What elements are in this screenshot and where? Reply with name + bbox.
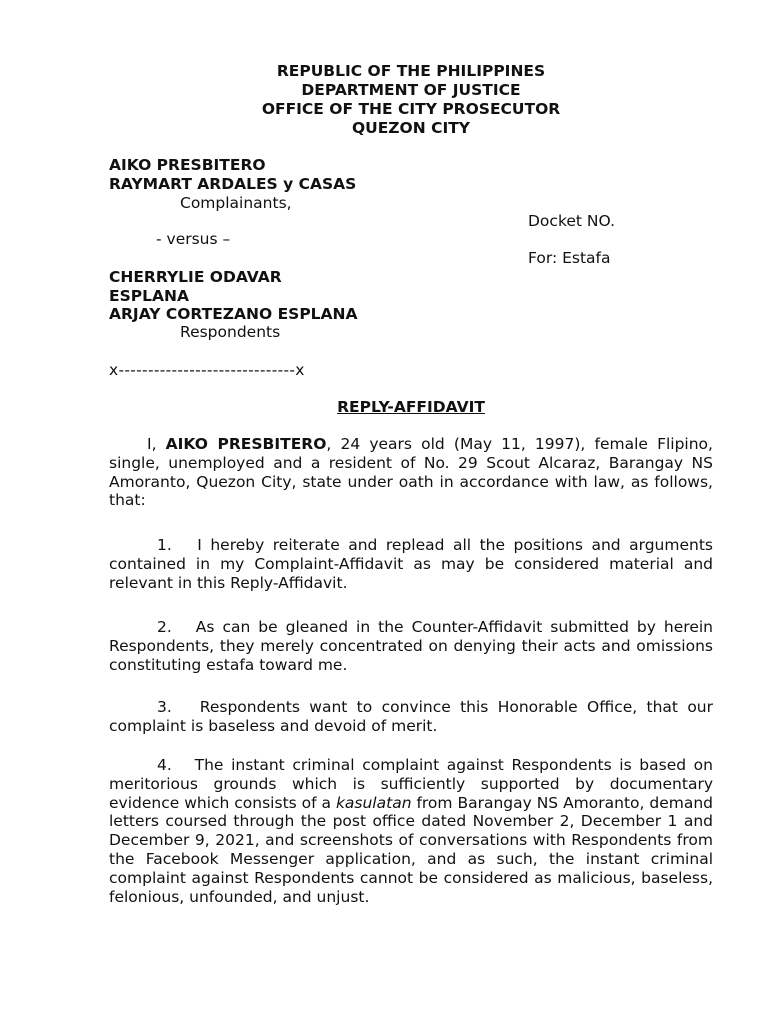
respondents-label: Respondents: [180, 323, 281, 341]
respondent-name-2: ARJAY CORTEZANO ESPLANA: [109, 305, 358, 323]
complainants-label: Complainants,: [180, 194, 292, 212]
docket-label: Docket NO.: [528, 212, 615, 230]
complainant-name-1: AIKO PRESBITERO: [109, 156, 266, 174]
paragraph-4-text-b: from Barangay NS Amoranto, demand letters coursed through the post office dated November 2, December 1 and December 9, 2021, and screenshots of conversations with Respondents from the Facebook Messenger application, and as such, the instant criminal complaint against Respondents cannot be considered as malicious, baseless, felonious, unfounded, and unjust.: [109, 793, 713, 906]
caption-separator: x------------------------------x: [109, 361, 305, 379]
paragraph-2: 2. As can be gleaned in the Counter-Affidavit submitted by herein Respondents, they merely concentrated on denying their acts and omissions constituting estafa toward me.: [109, 618, 713, 674]
versus-label: - versus –: [156, 230, 231, 248]
document-title: REPLY-AFFIDAVIT: [337, 398, 485, 416]
header-office: OFFICE OF THE CITY PROSECUTOR: [261, 100, 561, 118]
header-city: QUEZON CITY: [351, 119, 471, 137]
intro-paragraph: [109, 435, 713, 510]
header-republic: REPUBLIC OF THE PHILIPPINES: [276, 62, 546, 80]
intro-prefix: I,: [147, 435, 166, 453]
respondent-name-1a: CHERRYLIE ODAVAR: [109, 268, 282, 286]
intro-text: , 24 years old (May 11, 1997), female Flipino, single, unemployed and a resident of No. 29 Scout Alcaraz, Barangay NS Amoranto, Quezon City, state under oath in accordance with law, as follows, that:: [109, 435, 713, 510]
for-label: For: Estafa: [528, 249, 611, 267]
paragraph-4-text-a: 4. The instant criminal complaint against Respondents is based on meritorious grounds which is sufficiently supported by documentary evidence which consists of a: [109, 756, 713, 812]
complainant-name-2: RAYMART ARDALES y CASAS: [109, 175, 357, 193]
kasulatan-term: kasulatan: [335, 793, 412, 812]
paragraph-3: 3. Respondents want to convince this Honorable Office, that our complaint is baseless and devoid of merit.: [109, 698, 713, 735]
affiant-name: AIKO PRESBITERO: [165, 435, 327, 453]
respondent-name-1b: ESPLANA: [109, 287, 189, 305]
paragraph-1: 1. I hereby reiterate and replead all the positions and arguments contained in my Complaint-Affidavit as may be considered material and relevant in this Reply-Affidavit.: [109, 536, 713, 592]
paragraph-4: [109, 756, 713, 906]
header-department: DEPARTMENT OF JUSTICE: [301, 81, 521, 99]
